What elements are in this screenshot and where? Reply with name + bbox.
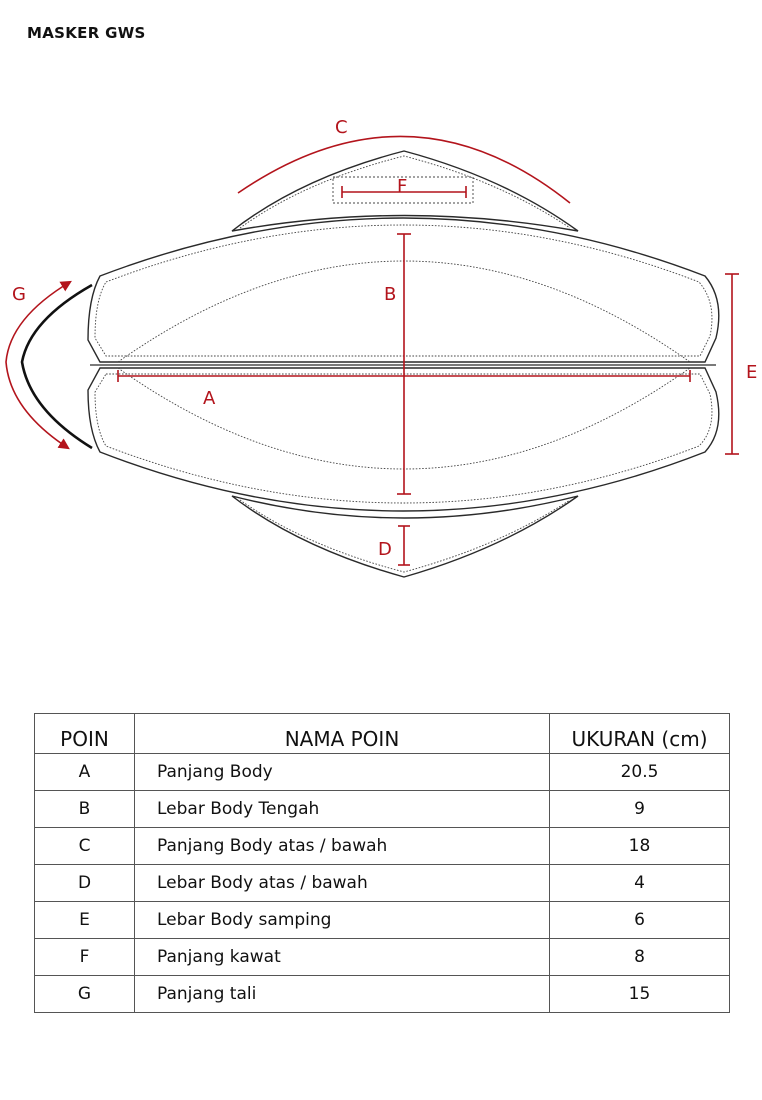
label-d: D [378,539,392,560]
cell-ukuran: 9 [550,791,730,828]
cell-nama: Lebar Body Tengah [135,791,550,828]
table-row [35,976,730,1013]
table-row [35,791,730,828]
label-f: F [397,176,408,197]
cell-poin: C [35,828,135,865]
cell-poin: E [35,902,135,939]
header-poin: POIN [35,714,135,754]
label-c: C [335,117,348,138]
cell-ukuran: 15 [550,976,730,1013]
table-row [35,754,730,791]
cell-poin: G [35,976,135,1013]
cell-ukuran: 18 [550,828,730,865]
table-row [35,828,730,865]
table-row [35,865,730,902]
table-row [35,939,730,976]
cell-nama: Panjang Body [135,754,550,791]
label-e: E [746,362,758,383]
measure-d [398,526,410,565]
cell-nama: Panjang tali [135,976,550,1013]
header-ukuran: UKURAN (cm) [550,714,730,754]
cell-nama: Lebar Body samping [135,902,550,939]
cell-poin: F [35,939,135,976]
cell-nama: Panjang Body atas / bawah [135,828,550,865]
header-nama-poin: NAMA POIN [135,714,550,754]
label-b: B [384,284,397,305]
cell-poin: D [35,865,135,902]
label-a: A [203,388,216,409]
size-spec-table [34,713,730,1013]
cell-ukuran: 4 [550,865,730,902]
cell-poin: B [35,791,135,828]
table-row [35,902,730,939]
cell-nama: Lebar Body atas / bawah [135,865,550,902]
measure-e [725,274,739,454]
cell-poin: A [35,754,135,791]
cell-ukuran: 8 [550,939,730,976]
cell-nama: Panjang kawat [135,939,550,976]
cell-ukuran: 20.5 [550,754,730,791]
measure-b [397,234,411,494]
label-g: G [12,284,26,305]
page-title: MASKER GWS [27,24,146,42]
table-header-row [35,714,730,754]
cell-ukuran: 6 [550,902,730,939]
